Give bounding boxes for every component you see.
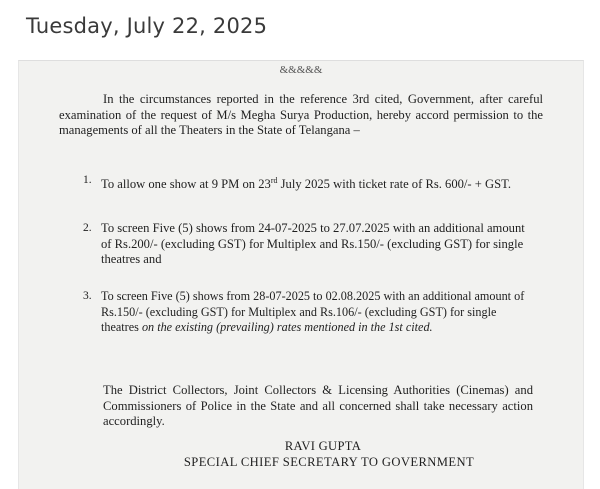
item-number: 1. <box>83 174 92 186</box>
item-text: To screen Five (5) shows from 28-07-2025 to 02.08.2025 with an additional amount of Rs.150/- (excluding GST) for Multiplex and Rs.106/- (excluding GST) for single theatres on the existing (prevailing) rates mentioned in the 1st cited. <box>101 289 525 335</box>
document-image <box>18 60 584 489</box>
item-text: To allow one show at 9 PM on 23rd July 2025 with ticket rate of Rs. 600/- + GST. <box>101 176 512 192</box>
item-number: 3. <box>83 290 92 302</box>
intro-paragraph: In the circumstances reported in the reference 3rd cited, Government, after careful examination of the request of M/s Megha Surya Production, hereby accord permission to the managements of all the Theaters in the State of Telangana – <box>59 92 543 138</box>
closing-paragraph: The District Collectors, Joint Collectors & Licensing Authorities (Cinemas) and Commissioners of Police in the State and all concerned shall take necessary action accordingly. <box>103 383 533 429</box>
item-text: To screen Five (5) shows from 24-07-2025 to 27.07.2025 with an additional amount of Rs.200/- (excluding GST) for Multiplex and Rs.150/- (excluding GST) for single theatres and <box>101 221 525 267</box>
signatory-title: SPECIAL CHIEF SECRETARY TO GOVERNMENT <box>183 455 475 469</box>
item-number: 2. <box>83 222 92 234</box>
signatory-name: RAVI GUPTA <box>284 439 362 453</box>
ornament-divider: &&&&& <box>279 64 323 76</box>
list-item <box>83 289 533 336</box>
list-item <box>83 173 533 193</box>
list-item <box>83 221 533 268</box>
date-header: Tuesday, July 22, 2025 <box>26 14 268 38</box>
